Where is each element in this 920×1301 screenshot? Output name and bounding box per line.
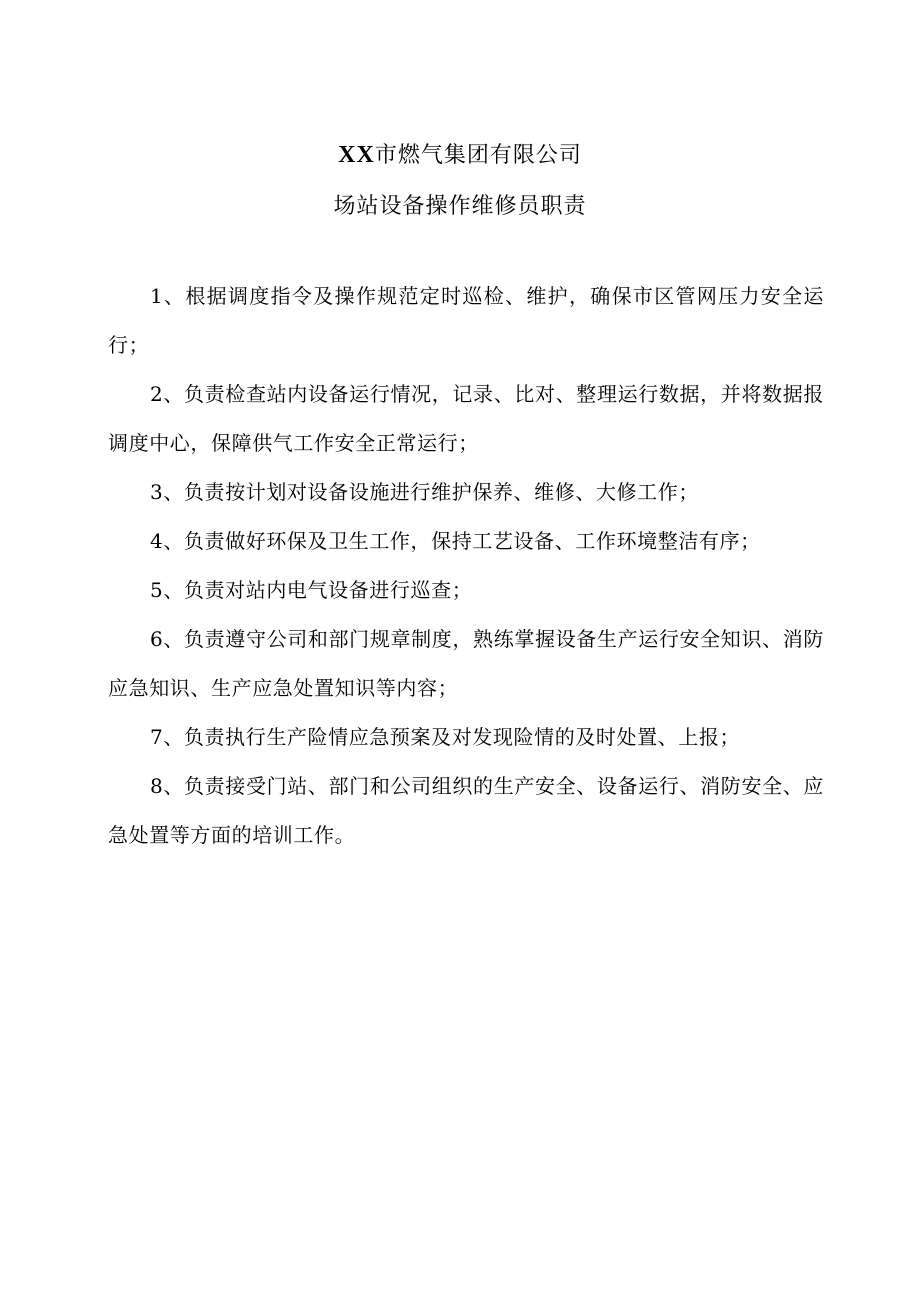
duty-item-7: 7、负责执行生产险情应急预案及对发现险情的及时处置、上报； [150,725,741,749]
duty-item-4: 4、负责做好环保及卫生工作，保持工艺设备、工作环境整洁有序； [150,529,761,553]
duty-item-6: 6、负责遵守公司和部门规章制度，熟练掌握设备生产运行安全知识、消防应急知识、生产应急处置知识等内容； [108,627,824,700]
duty-item-5: 5、负责对站内电气设备进行巡查； [150,578,473,602]
duty-item-3: 3、负责按计划对设备设施进行维护保养、维修、大修工作； [150,480,699,504]
duty-item-2: 2、负责检查站内设备运行情况，记录、比对、整理运行数据，并将数据报调度中心，保障供气工作安全正常运行； [108,382,824,455]
document-subtitle: 场站设备操作维修员职责 [333,194,587,219]
document-title [0,130,920,181]
duty-item-1: 1、根据调度指令及操作规范定时巡检、维护，确保市区管网压力安全运行； [108,284,824,357]
duty-list [108,272,824,860]
title-company: 市燃气集团有限公司 [374,143,582,168]
title-block [0,130,920,232]
title-prefix: XX [338,142,375,168]
duty-item-8: 8、负责接受门站、部门和公司组织的生产安全、设备运行、消防安全、应急处置等方面的培训工作。 [108,774,824,847]
